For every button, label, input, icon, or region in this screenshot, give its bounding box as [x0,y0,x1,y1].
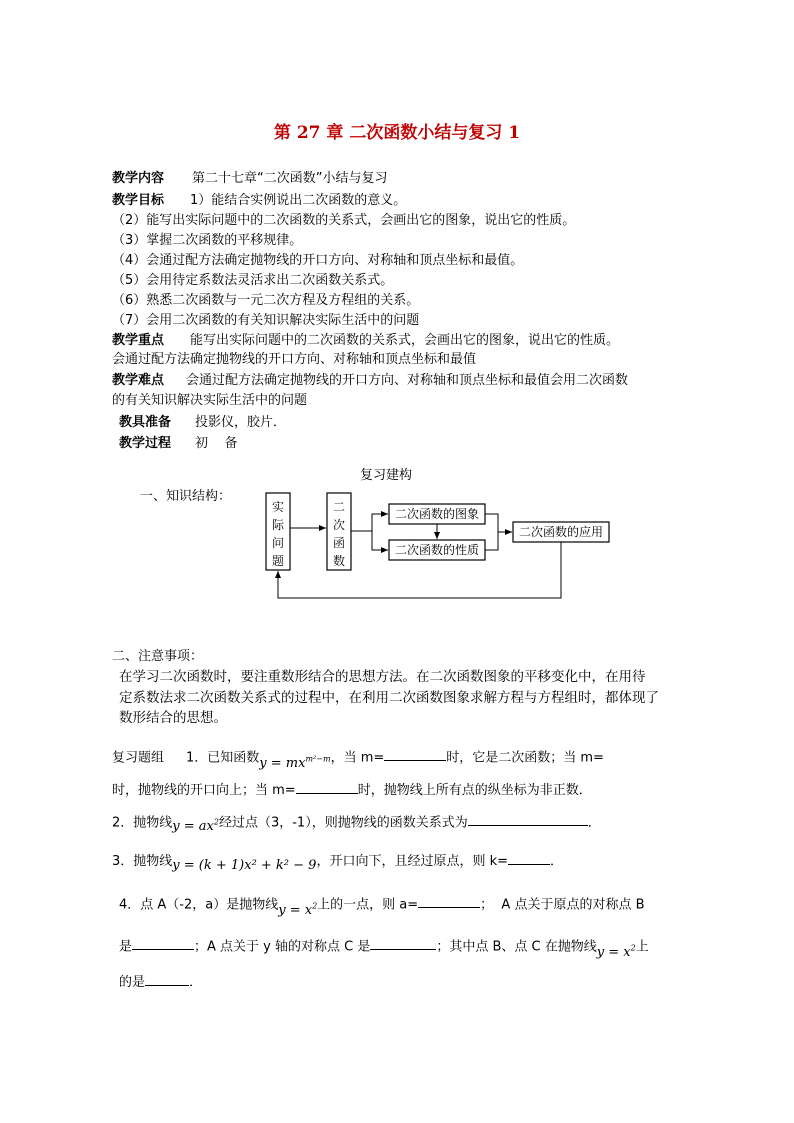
q1-exponent: m²−m [305,755,331,764]
box-practical-problem-text-4: 题 [271,554,285,568]
q2-blank[interactable] [468,812,588,826]
goal-item: （6）熟悉二次函数与一元二次方程及方程组的关系。 [112,293,420,308]
box-property-text: 二次函数的性质 [394,543,480,557]
section-2-heading: 二、注意事项： [112,649,204,664]
goal-item: （3）掌握二次函数的平移规律。 [112,233,303,248]
box-practical-problem-text-2: 际 [271,518,285,532]
key-points-text: 能写出实际问题中的二次函数的关系式，会画出它的图象，说出它的性质。 [190,333,620,348]
tools-text: 投影仪，胶片． [195,415,287,430]
arrow-to-property [372,531,388,550]
box-graph-text: 二次函数的图象 [394,507,480,521]
q4-text: 是 [119,939,133,955]
section-1-heading: 一、知识结构： [140,489,232,504]
q3-text: 3．抛物线 [112,854,173,869]
box-quadratic-function-text-3: 函 [332,536,346,550]
question-1-line-2 [112,780,592,800]
arrow-to-graph [351,514,388,531]
q1-blank-1[interactable] [384,747,446,761]
goal-item: （4）会通过配方法确定抛物线的开口方向、对称轴和顶点坐标和最值。 [112,253,524,268]
q1-formula: y = mx [259,756,306,772]
q4-formula: y = x [278,903,313,919]
q4-text: ；其中点 B、点 C 在抛物线 [436,939,597,955]
goal-item: （7）会用二次函数的有关知识解决实际生活中的问题 [112,313,420,328]
q1-text: 时，抛物线的开口向上；当 m= [112,783,296,798]
question-2 [112,810,601,835]
q2-text: 2．抛物线 [112,815,173,831]
question-4-line-2 [119,934,649,961]
process-label: 教学过程 [119,436,172,451]
question-3 [112,851,563,871]
question-4 [119,892,645,919]
q4-text: ； A 点关于原点的对称点 B [480,897,645,913]
notes-line: 在学习二次函数时，要注重数形结合的思想方法。在二次函数图象的平移变化中，在用待 [119,669,646,685]
question-4-line-3 [119,972,202,992]
q1-text: 1．已知函数 [186,750,260,766]
q4-text: ；A 点关于 y 轴的对称点 C 是 [194,939,371,955]
goal-item: （2）能写出实际问题中的二次函数的关系式，会画出它的图象，说出它的性质。 [112,213,576,228]
q1-text: ，当 m= [330,750,385,766]
difficulties-text-2: 的有关知识解决实际生活中的问题 [112,393,308,408]
goal-item: 1）能结合实例说出二次函数的意义。 [190,193,407,208]
notes-line: 数形结合的思想。 [119,710,227,726]
q4-text: 上 [635,939,649,955]
box-practical-problem-text-3: 问 [271,536,285,550]
content-text: 第二十七章“二次函数”小结与复习 [192,171,388,186]
difficulties-label: 教学难点 [112,373,165,388]
q4-formula-2: y = x [596,945,631,961]
q1-text: 时，它是二次函数；当 m= [446,750,604,766]
q4-text: 上的一点，则 a= [317,897,419,913]
arrow-property-to-application [485,532,498,550]
q4-text: ． [189,975,203,990]
box-practical-problem-text-1: 实 [271,500,285,514]
exercise-group-label: 复习题组 [112,750,165,766]
content-label: 教学内容 [112,171,165,186]
arrow-graph-to-application [485,514,512,532]
q3-text: ． [550,854,564,869]
q4-blank-d[interactable] [145,972,189,986]
box-quadratic-function-text-1: 二 [332,500,346,514]
q4-blank-c[interactable] [370,936,436,950]
tools-label: 教具准备 [119,415,172,430]
q3-formula: y = (k + 1)x² + k² − 9 [172,858,317,873]
q4-exponent: 2 [312,902,318,911]
q3-text: ，开口向下，且经过原点，则 k= [316,854,509,869]
key-points-text-2: 会通过配方法确定抛物线的开口方向、对称轴和顶点坐标和最值 [112,352,477,367]
notes-line: 定系数法求二次函数关系式的过程中，在利用二次函数图象求解方程与方程组时，都体现了 [119,690,659,706]
q4-text: 的是 [119,975,146,990]
key-points-label: 教学重点 [112,333,165,348]
box-application-text: 二次函数的应用 [518,525,604,539]
difficulties-text: 会通过配方法确定抛物线的开口方向、对称轴和顶点坐标和最值会用二次函数 [186,373,629,388]
goal-item: （5）会用待定系数法灵活求出二次函数关系式。 [112,273,394,288]
goals-label: 教学目标 [112,193,165,208]
q2-text: ． [587,815,601,831]
review-title: 复习建构 [360,468,413,483]
q1-text: 时，抛物线上所有点的纵坐标为非正数． [357,783,592,798]
box-quadratic-function-text-2: 次 [332,518,346,532]
q4-blank-b[interactable] [132,936,194,950]
q1-blank-2[interactable] [296,780,358,794]
process-text: 初 备 [195,436,238,451]
q3-blank[interactable] [508,851,550,865]
q4-blank-a[interactable] [418,894,480,908]
q2-formula: y = ax [172,819,214,835]
q2-exponent: 2 [213,818,219,827]
page-title: 第 27 章 二次函数小结与复习 1 [273,123,521,143]
q4-text: 4．点 A（-2，a）是抛物线 [119,897,279,913]
box-quadratic-function-text-4: 数 [332,554,346,568]
question-1 [112,745,604,772]
q2-text: 经过点（3，-1），则抛物线的函数关系式为 [218,815,468,831]
q4-exponent-2: 2 [630,944,636,953]
